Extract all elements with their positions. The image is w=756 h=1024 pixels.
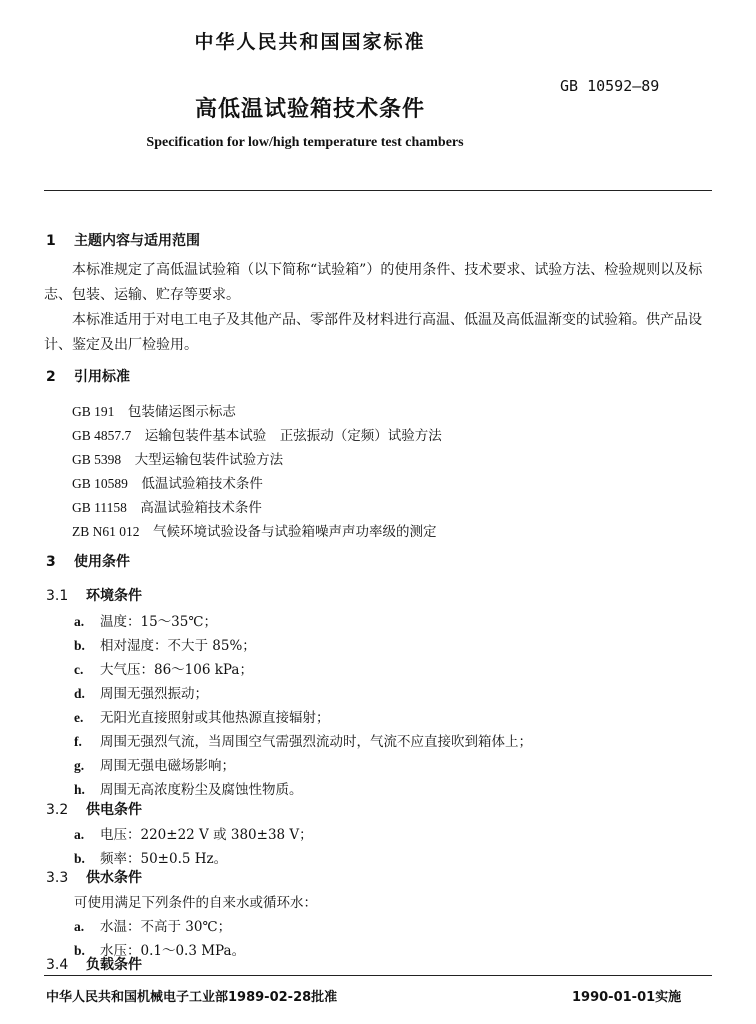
list-item [74,610,217,630]
item-text: 周围无强烈气流，当周围空气需强烈流动时，气流不应直接吹到箱体上； [100,734,532,750]
reference-name: 运输包装件基本试验 正弦振动（定频）试验方法 [144,428,442,444]
item-label: b. [74,943,85,958]
section-2-heading [46,366,130,386]
effective-date: 1990-01-01实施 [572,990,682,1005]
list-item [74,730,532,750]
approval-line: 中华人民共和国机械电子工业部1989-02-28批准 [46,990,338,1005]
item-label: f. [74,734,82,749]
subsection-number: 3.4 [46,957,69,973]
subsection-number: 3.3 [46,870,69,886]
item-text: 水压：0.1～0.3 MPa。 [100,943,246,959]
list-item [74,847,227,867]
item-text: 大气压：86～106 kPa； [100,662,253,678]
subsection-3-3-heading [46,867,142,887]
item-text: 周围无强电磁场影响； [100,758,235,774]
section-title: 引用标准 [74,369,130,385]
reference-code: GB 10589 [72,476,128,491]
reference-code: GB 11158 [72,500,127,515]
item-label: d. [74,686,85,701]
reference-entry [72,400,236,420]
header-divider [44,190,712,191]
section-1-heading [46,230,200,250]
item-label: b. [74,638,85,653]
list-item [74,915,231,935]
list-item [74,754,235,774]
list-item [74,658,253,678]
subsection-intro: 可使用满足下列条件的自来水或循环水： [74,895,317,911]
subsection-number: 3.1 [46,588,69,604]
reference-entry [72,520,437,540]
subsection-title: 负载条件 [86,957,142,973]
list-item [74,706,330,726]
reference-name: 包装储运图示标志 [127,404,236,420]
reference-code: ZB N61 012 [72,524,140,539]
item-label: a. [74,827,85,842]
standard-number: GB 10592—89 [560,77,660,95]
section-3-heading [46,551,130,571]
reference-entry [72,424,442,444]
footer-divider [44,975,712,976]
issuing-org-header: 中华人民共和国国家标准 [194,31,426,53]
reference-name: 高温试验箱技术条件 [140,500,262,516]
reference-name: 低温试验箱技术条件 [141,476,263,492]
item-label: a. [74,919,85,934]
reference-code: GB 5398 [72,452,122,467]
item-label: g. [74,758,85,773]
list-item [74,823,313,843]
item-text: 周围无高浓度粉尘及腐蚀性物质。 [100,782,303,798]
item-text: 电压：220±22 V 或 380±38 V； [100,827,313,843]
document-title: 高低温试验箱技术条件 [194,97,425,122]
subsection-number: 3.2 [46,802,69,818]
section-number: 1 [46,233,56,249]
reference-code: GB 4857.7 [72,428,132,443]
section-number: 2 [46,369,56,385]
item-label: a. [74,614,85,629]
reference-entry [72,496,262,516]
list-item [74,634,256,654]
section-1-paragraph-1: 本标准规定了高低温试验箱（以下简称“试验箱”）的使用条件、技术要求、试验方法、检验规则以及标志、包装、运输、贮存等要求。 [44,262,703,303]
subsection-title: 供水条件 [86,870,142,886]
item-text: 温度：15～35℃； [100,614,217,630]
item-text: 频率：50±0.5 Hz。 [100,851,228,867]
section-1-paragraph-2: 本标准适用于对电工电子及其他产品、零部件及材料进行高温、低温及高低温渐变的试验箱。供产品设计、鉴定及出厂检验用。 [44,312,702,353]
item-label: e. [74,710,84,725]
section-title: 使用条件 [74,554,130,570]
section-number: 3 [46,554,56,570]
item-text: 周围无强烈振动； [100,686,208,702]
item-text: 水温：不高于 30℃； [100,919,232,935]
item-label: c. [74,662,84,677]
reference-entry [72,448,283,468]
reference-name: 大型运输包装件试验方法 [134,452,284,468]
subsection-3-4-heading [46,954,142,974]
item-label: b. [74,851,85,866]
reference-code: GB 191 [72,404,115,419]
item-text: 相对湿度：不大于 85%； [100,638,256,654]
section-title: 主题内容与适用范围 [74,233,200,249]
subsection-title: 环境条件 [86,588,142,604]
subsection-3-1-heading [46,585,142,605]
item-label: h. [74,782,85,797]
reference-entry [72,472,263,492]
list-item [74,682,208,702]
subsection-title: 供电条件 [86,802,142,818]
document-subtitle-english: Specification for low/high temperature test chambers [146,135,464,150]
reference-name: 气候环境试验设备与试验箱噪声声功率级的测定 [153,524,437,540]
list-item [74,778,303,798]
item-text: 无阳光直接照射或其他热源直接辐射； [100,710,330,726]
subsection-3-2-heading [46,799,142,819]
